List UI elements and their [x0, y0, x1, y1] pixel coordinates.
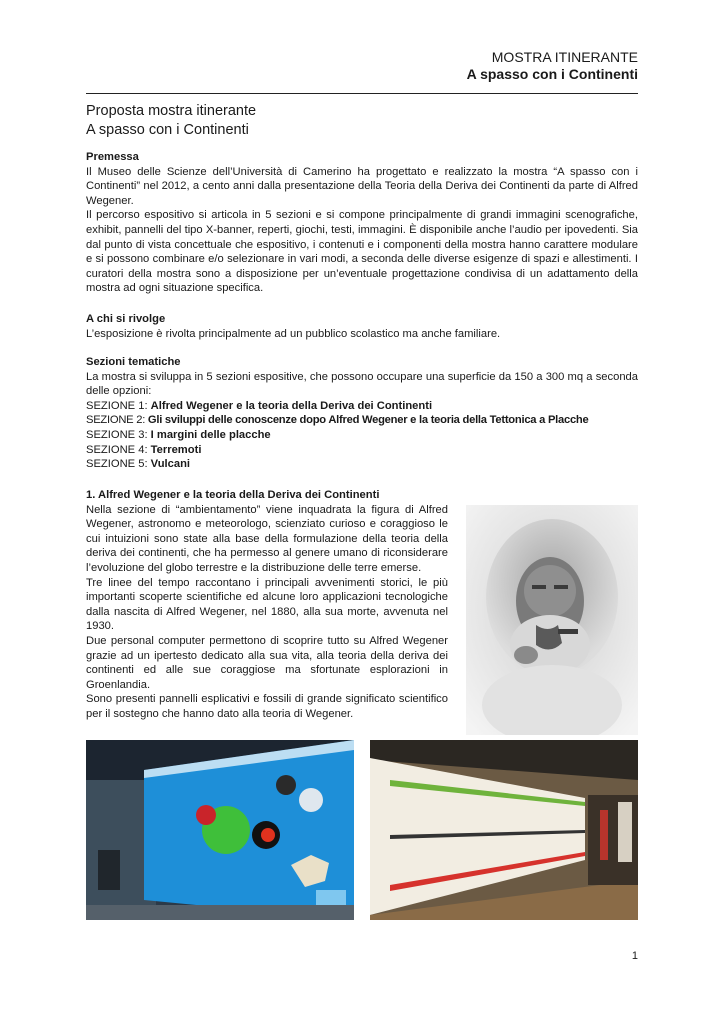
wegener-portrait-photo [466, 505, 638, 735]
premessa-heading: Premessa [86, 151, 139, 163]
chi-text: L’esposizione è rivolta principalmente ad un pubblico scolastico ma anche familiare. [86, 327, 501, 340]
header-rule [86, 93, 638, 94]
sezioni-section [86, 355, 638, 472]
header-line-1: MOSTRA ITINERANTE [491, 49, 638, 65]
sezione-title: I margini delle placche [150, 428, 271, 441]
exhibition-blue-panel-photo [86, 740, 354, 920]
sezione-title: Gli sviluppi delle conoscenze dopo Alfred Wegener e la teoria della Tettonica a Placche [147, 414, 589, 427]
sezione-label: SEZIONE 1: [86, 399, 151, 412]
sezione-label: SEZIONE 4: [86, 443, 151, 456]
sezione-title: Alfred Wegener e la teoria della Deriva dei Continenti [150, 399, 433, 412]
premessa-paragraph-1: Il Museo delle Scienze dell’Università di Camerino ha progettato e realizzato la mostra “A spasso con i Continenti” nel 2012, a cento anni dalla presentazione della Teoria della Deriva dei Continenti da parte di Alfred Wegener. [86, 165, 638, 207]
exhibition-timeline-photo [370, 740, 638, 920]
exhibition-image-1 [86, 740, 354, 920]
page-title [86, 102, 256, 140]
premessa-section [86, 150, 638, 296]
exhibition-image-2 [370, 740, 638, 920]
sezione-title: Terremoti [150, 443, 202, 456]
page-number: 1 [631, 950, 638, 962]
section-1-paragraph-1: Nella sezione di “ambientamento” viene inquadrata la figura di Alfred Wegener, astronomo e meteorologo, scienziato curioso e coraggioso le cui intuizioni sono state alla base della formulazione della teoria della deriva dei continenti, che ha permesso al genere umano di riconsiderare l’evoluzione del globo terrestre e la distribuzione delle terre emerse. [86, 503, 448, 574]
sezione-4 [86, 443, 638, 458]
section-1-paragraph-3: Due personal computer permettono di scoprire tutto su Alfred Wegener grazie ad un ipertesto dedicato alla sua vita, alla teoria della deriva dei continenti ed alle sue coraggiose ma sfortunate esplorazioni in Groenlandia. [86, 634, 448, 691]
header-line-2: A spasso con i Continenti [466, 66, 638, 82]
sezioni-heading: Sezioni tematiche [86, 356, 181, 368]
title-line-2: A spasso con i Continenti [86, 122, 249, 138]
portrait-image [466, 505, 638, 735]
running-header [467, 49, 638, 83]
chi-si-rivolge-section [86, 312, 638, 341]
sezione-label: SEZIONE 5: [86, 458, 151, 471]
title-line-1: Proposta mostra itinerante [86, 103, 257, 119]
sezione-2 [86, 413, 638, 428]
sezione-3 [86, 428, 638, 443]
sezione-1 [86, 399, 638, 414]
sezione-5 [86, 457, 638, 472]
section-1-paragraph-4: Sono presenti pannelli esplicativi e fossili di grande significato scientifico per il sostegno che hanno dato alla teoria di Wegener. [86, 693, 448, 720]
sezione-label: SEZIONE 3: [86, 428, 151, 441]
sezione-title: Vulcani [150, 458, 191, 471]
premessa-paragraph-2: Il percorso espositivo si articola in 5 sezioni e si compone principalmente di grandi immagini scenografiche, exhibit, pannelli del tipo X-banner, reperti, giochi, testi, immagini. È disponibile anche l’audio per ipovedenti. Sia dal punto di vista concettuale che espositivo, i contenuti e i componenti della mostra hanno carattere modulare e si possono combinare e/o selezionare in vari modi, a seconda delle diverse esigenze di spazi e allestimenti. I curatori della mostra sono a disposizione per un’eventuale progettazione condivisa di un adattamento della mostra ad ogni situazione specifica. [86, 209, 638, 295]
section-1-text [86, 488, 448, 722]
section-1-paragraph-2: Tre linee del tempo raccontano i principali avvenimenti storici, le più importanti scoperte scientifiche ed alcune loro applicazioni tecnologiche dalla nascita di Alfred Wegener, nel 1880, alla sua morte, avvenuta nel 1930. [86, 576, 448, 633]
section-1-heading: 1. Alfred Wegener e la teoria della Deriva dei Continenti [86, 489, 380, 501]
sezioni-intro: La mostra si sviluppa in 5 sezioni espositive, che possono occupare una superficie da 150 a 300 mq a seconda delle opzioni: [86, 370, 638, 398]
chi-heading: A chi si rivolge [86, 313, 166, 325]
sezione-label: SEZIONE 2: [86, 414, 148, 427]
